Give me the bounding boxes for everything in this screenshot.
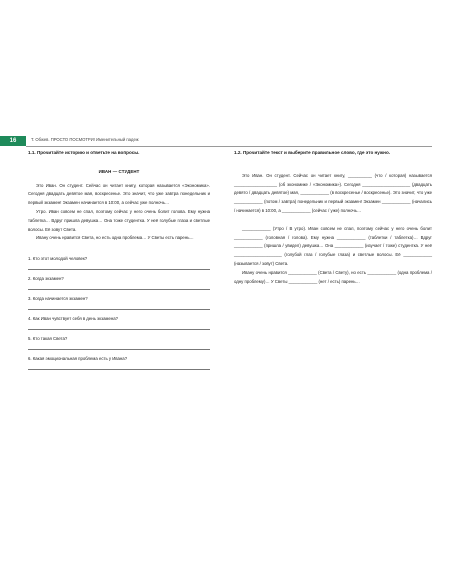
answer-line[interactable] [28,264,210,270]
questions-list [28,255,210,370]
question-text: 3. Когда начинается экзамен? [28,296,88,302]
running-title: Т. Обжев. ПРОСТО ПОСМОТРИ! Именительный падеж [31,137,139,142]
header-rule [26,146,432,147]
question-text: 5. Кто такая Света? [28,336,68,342]
story-title: ИВАН — СТУДЕНТ [98,168,140,174]
answer-line[interactable] [28,364,210,370]
question-text: 6. Какая эмоциональная проблема есть у Ивана? [28,356,128,362]
question-item [28,355,210,370]
question-text: 2. Когда экзамен? [28,276,64,282]
gap-fill-text [234,172,432,287]
question-item [28,335,210,350]
left-column [28,150,210,375]
exercise-1-1-title: 1.1. Прочитайте историю и ответьте на вопросы. [28,150,140,155]
story-paragraph: Утро. Иван совсем не спал, поэтому сейчас у него очень болит голова. Ему нужна таблетка… Вдруг пришла девушка… Она тоже студентка. У неё голубые глаза и светлые волосы. Её зовут Света. [28,208,210,232]
question-item [28,315,210,330]
exercise-1-2-title: 1.2. Прочитайте текст и выберите правильное слово, где это нужно. [234,150,391,155]
gap-fill-paragraph: Ивану очень нравится ____________ (Света / Свету), но есть ____________ (одна проблема / одну проблему)… У Светы ____________ (нет / есть) парень… [234,269,432,284]
gap-fill-paragraph: ____________ (Утро / В утро). Иван совсем не спал, поэтому сейчас у него очень болит ____________ (головная / голова). Ему нужна ____________ (таблетки / таблетка)… Вдруг ____________ (пришла / увидел) девушка… Она ____________ (изучает / тоже) студентка. У неё ____________________ (голубой глаз / голубые глаза) и светлые волосы. Её ____________ (называется / зовут) Света. [234,225,432,266]
answer-line[interactable] [28,304,210,310]
story-paragraph: Ивану очень нравится Света, но есть одна проблема… У Светы есть парень… [36,235,194,241]
page-number: 16 [0,136,26,146]
story-paragraph: Это Иван. Он студент. Сейчас он читает книгу, которая называется «Экономика». Сегодня двадцать девятое мая, воскресенье. Это значит, что уже завтра понедельник и первый экзамен! Экзамен начинается в 10:00, а сейчас уже полночь… [28,182,210,206]
question-text: 1. Кто этот молодой человек? [28,256,88,262]
answer-line[interactable] [28,284,210,290]
gap-fill-paragraph: Это Иван. Он студент. Сейчас он читает книгу, __________ (что / которая) называется __________________ (об экономике / «Экономика»). Сегодня ____________________ (двадцать девято / двадцать девятое) мая, ____________ (в воскресенье / воскресенье). Это значит, что уже ____________ (потом / завтра) понедельник и первый экзамен! Экзамен ____________ (начались / начинается) в 10:00, а ____________ (сейчас / уже) полночь… [234,172,432,213]
answer-line[interactable] [28,344,210,350]
question-item [28,255,210,270]
question-item [28,295,210,310]
answer-line[interactable] [28,324,210,330]
right-column [234,150,432,286]
question-item [28,275,210,290]
question-text: 4. Как Иван чувствует себя в день экзамена? [28,316,118,322]
